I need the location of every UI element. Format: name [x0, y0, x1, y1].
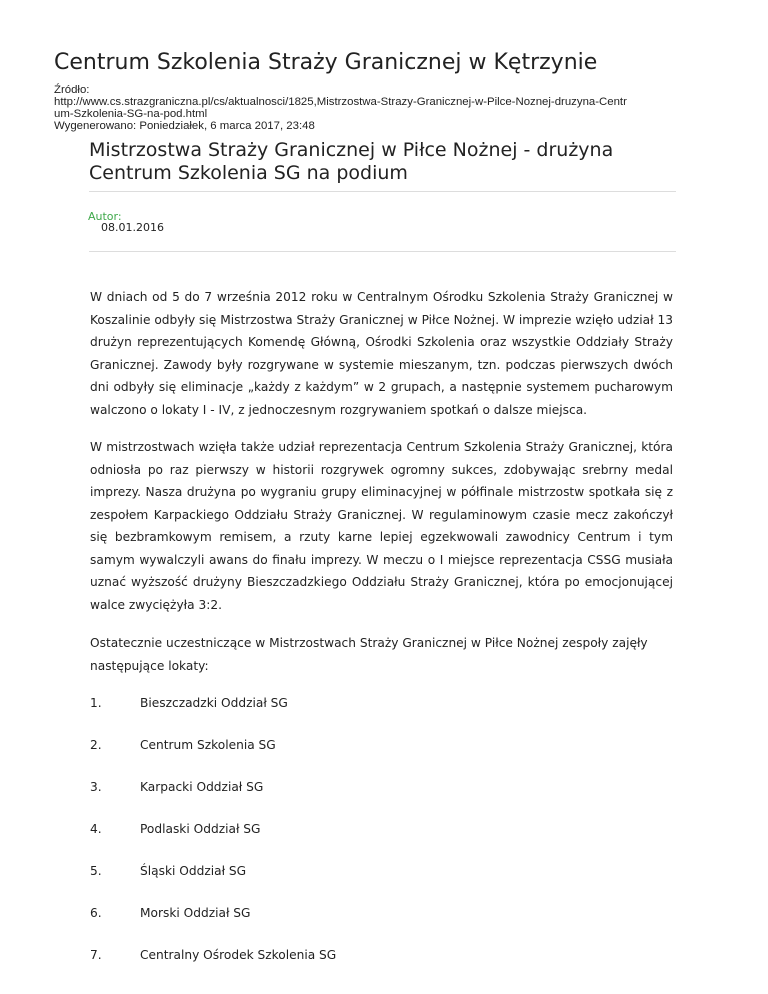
- list-item: [90, 902, 673, 944]
- generated-timestamp: Wygenerowano: Poniedziałek, 6 marca 2017, 23:48: [54, 120, 315, 132]
- article-title: Mistrzostwa Straży Granicznej w Piłce Nożnej - drużyna Centrum Szkolenia SG na podium: [89, 139, 614, 184]
- rank-number: 7.: [90, 948, 102, 962]
- document-metadata: [54, 84, 744, 132]
- list-item: [90, 776, 673, 818]
- rank-number: 3.: [90, 780, 102, 794]
- team-name: Podlaski Oddział SG: [140, 822, 261, 836]
- list-item: [90, 860, 673, 902]
- rank-number: 1.: [90, 696, 102, 710]
- list-item: [90, 818, 673, 860]
- article-date: 08.01.2016: [101, 221, 164, 234]
- source-url-line-1: http://www.cs.strazgraniczna.pl/cs/aktualnosci/1825,Mistrzostwa-Strazy-Granicznej-w-Pilce-Noznej-druzyna-Centr: [54, 96, 627, 108]
- paragraph: W dniach od 5 do 7 września 2012 roku w Centralnym Ośrodku Szkolenia Straży Granicznej w Koszalinie odbyły się Mistrzostwa Straży Granicznej w Piłce Nożnej. W imprezie wzięło udział 13 drużyn reprezentujących Komendę Główną, Ośrodki Szkolenia oraz wszystkie Oddziały Straży Granicznej. Zawody były rozgrywane w systemie mieszanym, tzn. podczas pierwszych dwóch dni odbyły się eliminacje „każdy z każdym” w 2 grupach, a następnie systemem pucharowym walczono o lokaty I - IV, z jednoczesnym rozgrywaniem spotkań o dalsze miejsca.: [90, 290, 673, 417]
- paragraph: W mistrzostwach wzięła także udział reprezentacja Centrum Szkolenia Straży Granicznej, która odniosła po raz pierwszy w historii rozgrywek ogromny sukces, zdobywając srebrny medal imprezy. Nasza drużyna po wygraniu grupy eliminacyjnej w półfinale mistrzostw spotkała się z zespołem Karpackiego Oddziału Straży Granicznej. W regulaminowym czasie mecz zakończył się bezbramkowym remisem, a rzuty karne lepiej egzekwowali zawodnicy Centrum i tym samym wywalczyli awans do finału imprezy. W meczu o I miejsce reprezentacja CSSG musiała uznać wyższość drużyny Bieszczadzkiego Oddziału Straży Granicznej, która po emocjonującej walce zwyciężyła 3:2.: [90, 440, 673, 612]
- site-title: Centrum Szkolenia Straży Granicznej w Kętrzynie: [54, 50, 598, 75]
- paragraph: Ostatecznie uczestniczące w Mistrzostwach Straży Granicznej w Piłce Nożnej zespoły zajęły następujące lokaty:: [90, 636, 648, 673]
- list-item: [90, 944, 673, 986]
- rank-number: 6.: [90, 906, 102, 920]
- team-name: Śląski Oddział SG: [140, 864, 247, 878]
- divider-bottom: [89, 251, 676, 252]
- source-url-line-2: um-Szkolenia-SG-na-pod.html: [54, 108, 208, 120]
- author-label: Autor:: [88, 210, 122, 223]
- source-label: Źródło:: [54, 84, 90, 96]
- team-name: Karpacki Oddział SG: [140, 780, 264, 794]
- rank-number: 5.: [90, 864, 102, 878]
- article-body: [90, 286, 673, 986]
- team-name: Bieszczadzki Oddział SG: [140, 696, 288, 710]
- rank-number: 4.: [90, 822, 102, 836]
- list-item: [90, 692, 673, 734]
- team-name: Centrum Szkolenia SG: [140, 738, 276, 752]
- rank-number: 2.: [90, 738, 102, 752]
- divider-top: [89, 191, 676, 192]
- list-item: [90, 734, 673, 776]
- rankings-list: [90, 692, 673, 986]
- team-name: Morski Oddział SG: [140, 906, 251, 920]
- team-name: Centralny Ośrodek Szkolenia SG: [140, 948, 337, 962]
